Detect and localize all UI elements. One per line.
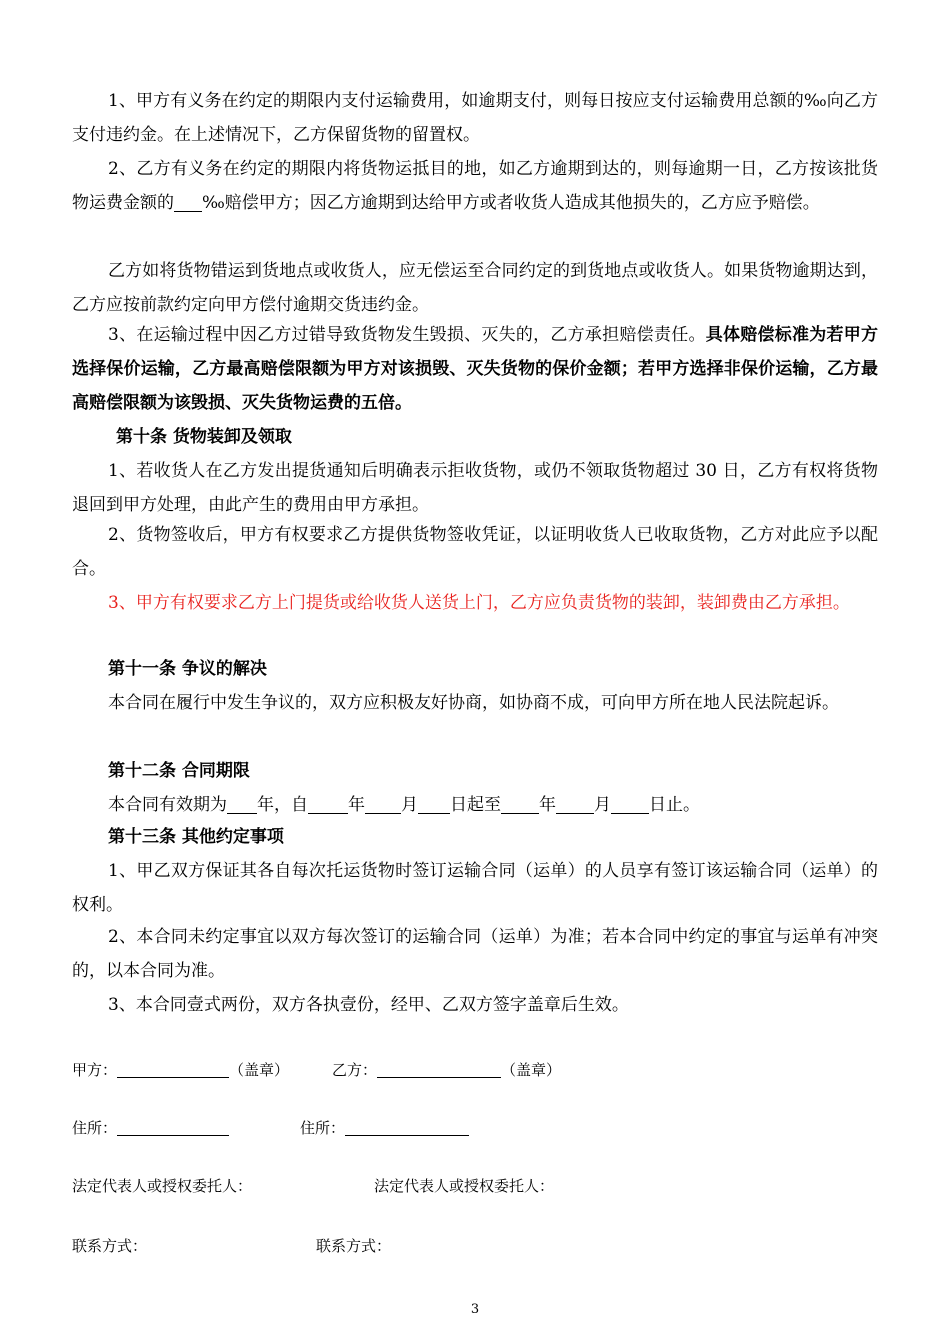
clause-copies: 3、本合同壹式两份，双方各执壹份，经甲、乙双方签字盖章后生效。 xyxy=(108,995,629,1015)
party-b-label: 乙方： xyxy=(332,1061,378,1079)
term-text-3: 年 xyxy=(348,795,365,815)
term-text-7: 月 xyxy=(594,795,611,815)
party-b-address xyxy=(300,1118,469,1138)
clause-damage-liability xyxy=(72,318,878,420)
clause-damage-liability-text: 3、在运输过程中因乙方过错导致货物发生毁损、灭失的，乙方承担赔偿责任。 xyxy=(108,325,706,345)
term-text-5: 日起至 xyxy=(450,795,501,815)
page-number: 3 xyxy=(470,1302,480,1317)
clause-precedence: 2、本合同未约定事宜以双方每次签订的运输合同（运单）为准；若本合同中约定的事宜与运单有冲突的，以本合同为准。 xyxy=(72,927,878,981)
party-b-seal: （盖章） xyxy=(501,1061,562,1079)
clause-dispute: 本合同在履行中发生争议的，双方应积极友好协商，如协商不成，可向甲方所在地人民法院起诉。 xyxy=(108,693,839,713)
clause-contract-term xyxy=(72,788,878,822)
heading-article-10: 第十条 货物装卸及领取 xyxy=(116,427,292,447)
address-b-line xyxy=(345,1119,469,1136)
blank-end-day xyxy=(611,795,649,814)
blank-start-month xyxy=(365,795,401,814)
party-a-contact: 联系方式： xyxy=(72,1237,148,1255)
term-text-6: 年 xyxy=(539,795,556,815)
address-a-label: 住所： xyxy=(72,1119,118,1137)
party-a-signature xyxy=(72,1060,289,1080)
party-a-seal: （盖章） xyxy=(229,1061,290,1079)
clause-refused-goods: 1、若收货人在乙方发出提货通知后明确表示拒收货物，或仍不领取货物超过 30 日，乙方有权将货物退回到甲方处理，由此产生的费用由甲方承担。 xyxy=(72,461,878,515)
clause-misdelivery: 乙方如将货物错运到货地点或收货人，应无偿运至合同约定的到货地点或收货人。如果货物逾期达到，乙方应按前款约定向甲方偿付逾期交货违约金。 xyxy=(72,261,878,315)
party-b-signature xyxy=(332,1060,561,1080)
address-b-label: 住所： xyxy=(300,1119,346,1137)
address-a-line xyxy=(117,1119,229,1136)
blank-start-year xyxy=(308,795,348,814)
clause-compensation-standard: 具体赔偿标准为若甲方选择保价运输，乙方最高赔偿限额为甲方对该损毁、灭失货物的保价金额；若甲方选择非保价运输，乙方最高赔偿限额为该毁损、灭失货物运费的五倍。 xyxy=(72,325,878,413)
heading-article-13: 第十三条 其他约定事项 xyxy=(108,827,284,847)
blank-end-year xyxy=(501,795,539,814)
clause-door-service: 3、甲方有权要求乙方上门提货或给收货人送货上门，乙方应负责货物的装卸，装卸费由乙方承担。 xyxy=(108,593,850,613)
term-text-1: 本合同有效期为 xyxy=(108,795,227,815)
clause-delivery-delay xyxy=(72,152,878,220)
party-a-address xyxy=(72,1118,229,1138)
party-a-label: 甲方： xyxy=(72,1061,118,1079)
party-b-contact: 联系方式： xyxy=(316,1237,392,1255)
heading-article-11: 第十一条 争议的解决 xyxy=(108,659,267,679)
party-a-line xyxy=(117,1061,229,1078)
blank-years xyxy=(227,795,257,814)
clause-receipt-proof: 2、货物签收后，甲方有权要求乙方提供货物签收凭证，以证明收货人已收取货物，乙方对此应予以配合。 xyxy=(72,525,878,579)
term-text-8: 日止。 xyxy=(649,795,700,815)
party-b-line xyxy=(377,1061,501,1078)
term-text-2: 年，自 xyxy=(257,795,308,815)
clause-payment-penalty: 1、甲方有义务在约定的期限内支付运输费用，如逾期支付，则每日按应支付运输费用总额的‰向乙方支付违约金。在上述情况下，乙方保留货物的留置权。 xyxy=(72,91,878,145)
term-text-4: 月 xyxy=(401,795,418,815)
heading-article-12: 第十二条 合同期限 xyxy=(108,761,250,781)
blank-start-day xyxy=(418,795,450,814)
party-a-representative: 法定代表人或授权委托人： xyxy=(72,1177,253,1195)
blank-rate xyxy=(174,193,202,212)
clause-delivery-delay-part1: 2、乙方有义务在约定的期限内将货物运抵目的地，如乙方逾期到达的，则每逾期一日，乙方按该批货物运费金额的 xyxy=(72,159,878,213)
clause-delivery-delay-part2: ‰赔偿甲方；因乙方逾期到达给甲方或者收货人造成其他损失的，乙方应予赔偿。 xyxy=(202,193,820,213)
party-b-representative: 法定代表人或授权委托人： xyxy=(374,1177,555,1195)
blank-end-month xyxy=(556,795,594,814)
clause-signatory-authority: 1、甲乙双方保证其各自每次托运货物时签订运输合同（运单）的人员享有签订该运输合同（运单）的权利。 xyxy=(72,861,878,915)
